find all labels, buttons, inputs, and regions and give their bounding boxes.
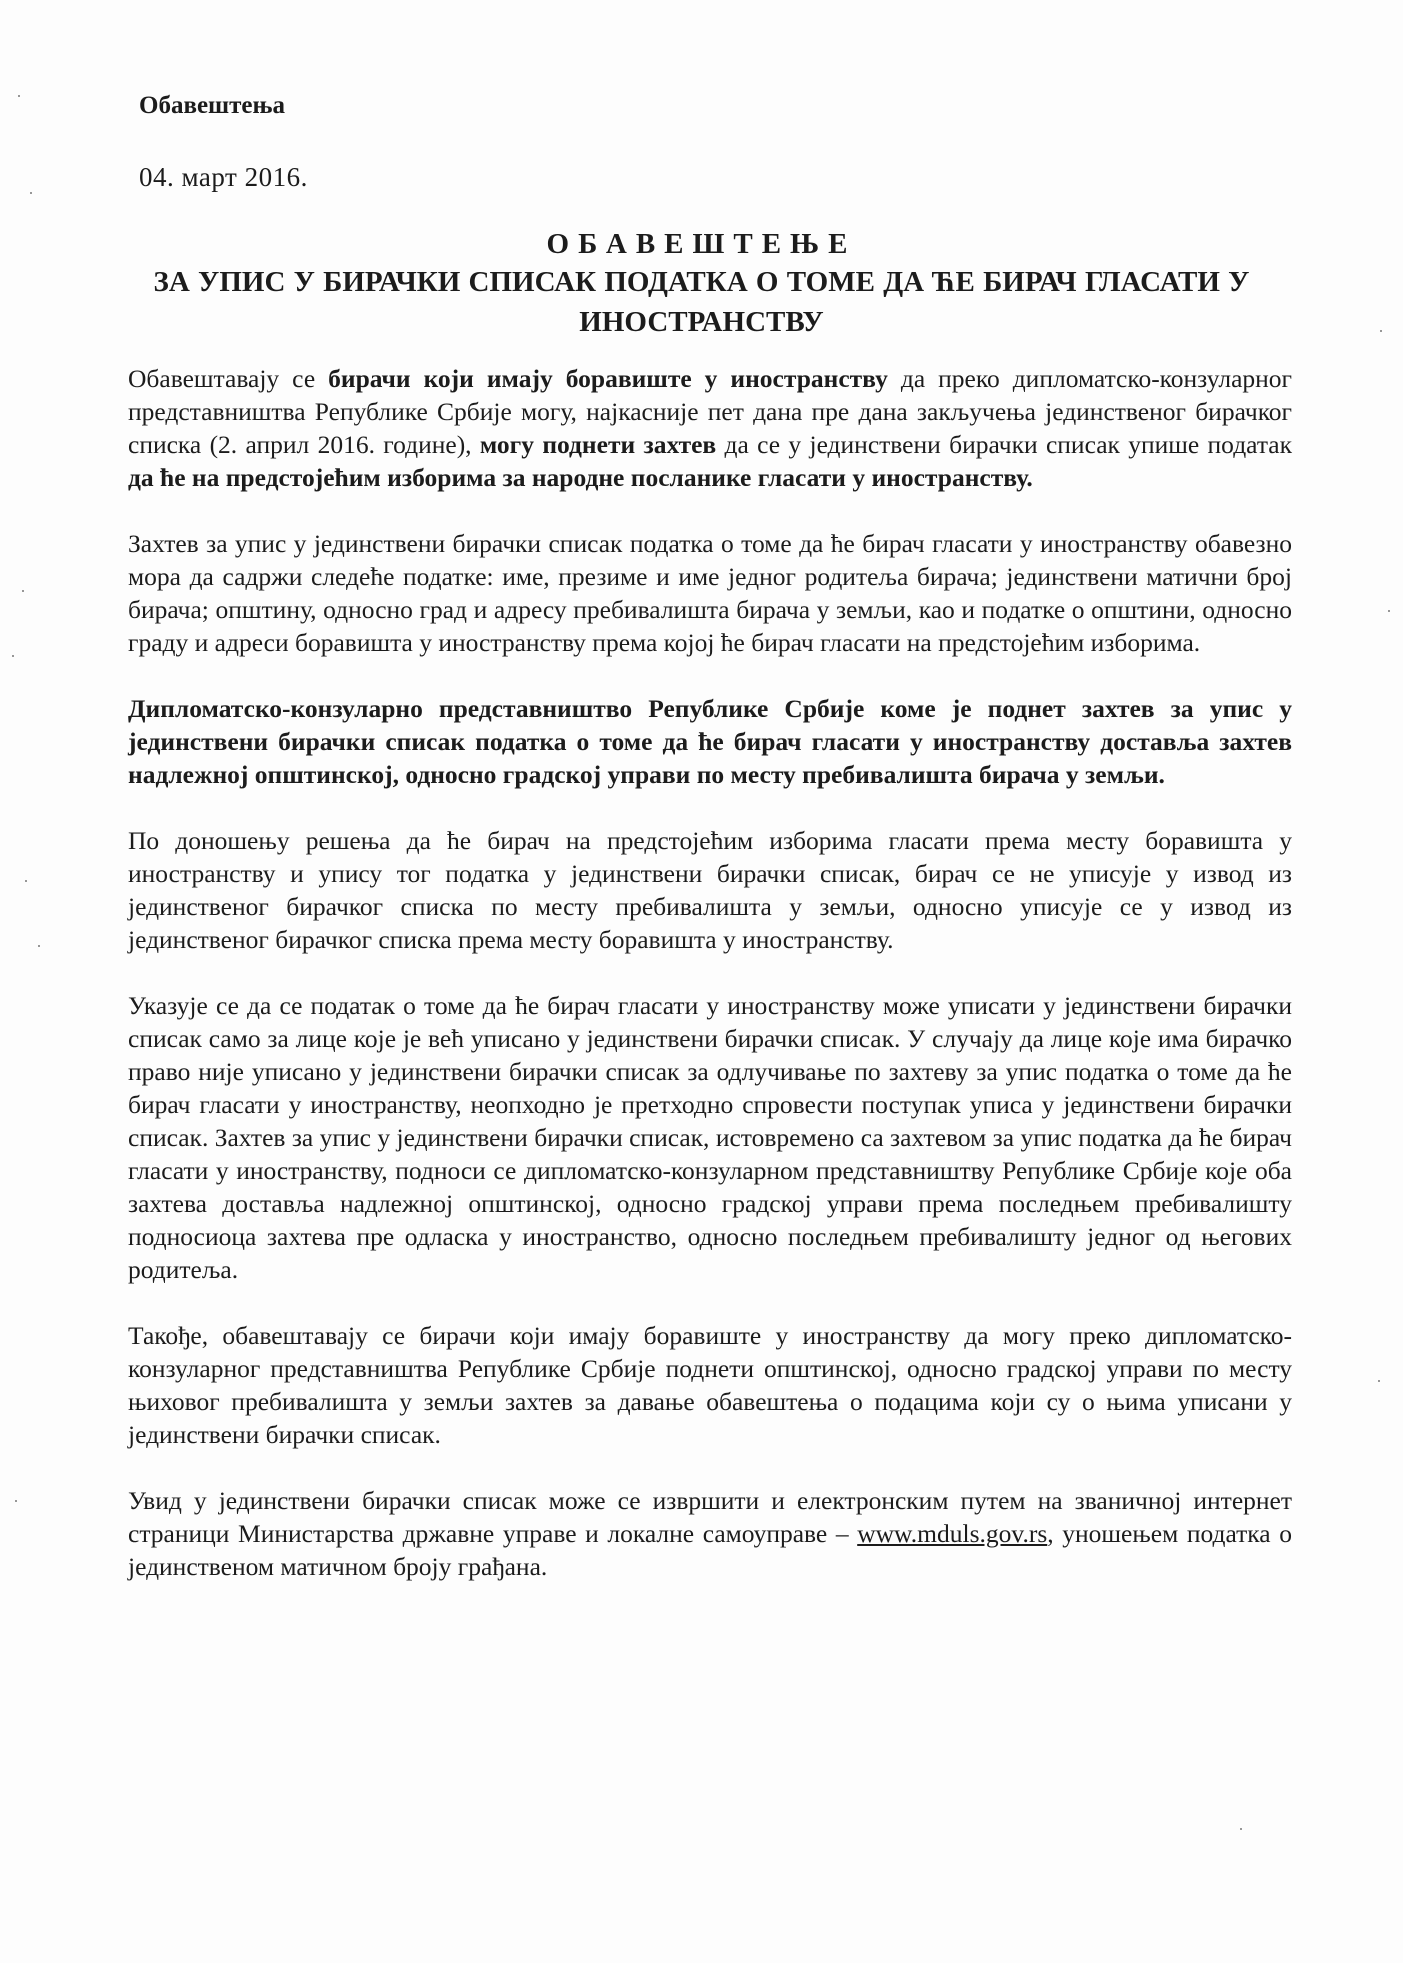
paragraph-5: Указује се да се податак о томе да ће бирач гласати у иностранству може уписати у јединствени бирачки списак само за лице које је већ уписано у јединствени бирачки списак. У случају да лице које има бирачко право није уписано у јединствени бирачки списак за одлучивање по захтеву за упис податка о томе да ће бирач гласати у иностранству, неопходно је претходно спровести поступак уписа у јединствени бирачки списак. Захтев за упис у јединствени бирачки списак, истовремено са захтевом за упис податка да ће бирач гласати у иностранству, подноси се дипломатско-конзуларном представништву Републике Србије које оба захтева доставља надлежној општинској, односно градској управи према последњем пребивалишту подносиоца захтева пре одласка у иностранство, односно последњем пребивалишту једног од његових родитеља. — [128, 991, 1292, 1284]
paragraph-3: Дипломатско-конзуларно представништво Републике Србије коме је поднет захтев за упис у јединствени бирачки списак податка о томе да ће бирач гласати у иностранству доставља захтев надлежној општинској, односно градској управи по месту пребивалишта бирача у земљи. — [128, 694, 1292, 789]
scan-speck — [15, 1500, 17, 1502]
p1-bold-2: могу поднети захтев — [479, 430, 717, 459]
document-title — [100, 226, 1303, 342]
paragraph-7 — [128, 1484, 1292, 1583]
scan-speck — [18, 95, 20, 97]
p7-text-1: Увид у јединствени бирачки списак може се извршити и електронским путем на званичној интернет страници Министарства државне управе и локалне самоуправе – — [128, 1486, 1292, 1548]
title-line-2: ЗА УПИС У БИРАЧКИ СПИСАК ПОДАТКА О ТОМЕ ДА ЋЕ БИРАЧ ГЛАСАТИ У — [153, 266, 1250, 298]
scan-speck — [1240, 1828, 1242, 1830]
paragraph-4: По доношењу решења да ће бирач на предстојећим изборима гласати према месту боравишта у иностранству и упису тог податка у јединствени бирачки списак, бирач се не уписује у извод из јединственог бирачког списка по месту пребивалишта у земљи, односно уписује се у извод из јединственог бирачког списка према месту боравишта у иностранству. — [128, 826, 1292, 954]
scan-speck — [30, 192, 32, 194]
p1-text-1: Обавештавају се — [128, 364, 329, 393]
paragraph-6: Такође, обавештавају се бирачи који имају боравиште у иностранству да могу преко дипломатско-конзуларног представништва Републике Србије поднети општинској, односно градској управи по месту њиховог пребивалишта у земљи захтев за давање обавештења о подацима који су о њима уписани у јединствени бирачки списак. — [128, 1321, 1292, 1449]
scan-speck — [1380, 330, 1382, 332]
scan-speck — [1388, 610, 1390, 612]
title-line-3: ИНОСТРАНСТВУ — [579, 306, 824, 338]
title-line-1: ОБАВЕШТЕЊЕ — [546, 228, 857, 260]
document-body — [128, 362, 1292, 1616]
p7-text-2: , уношењем податка о јединственом матичном броју грађана. — [128, 1519, 1292, 1581]
section-label: Обавештења — [139, 92, 285, 119]
website-link[interactable]: www.mduls.gov.rs — [857, 1519, 1048, 1548]
scan-speck — [25, 880, 27, 882]
paragraph-2: Захтев за упис у јединствени бирачки списак податка о томе да ће бирач гласати у иностранству обавезно мора да садржи следеће податке: име, презиме и име једног родитеља бирача; јединствени матични број бирача; општину, односно град и адресу пребивалишта бирача у земљи, као и податке о општини, односно граду и адреси боравишта у иностранству према којој ће бирач гласати на предстојећим изборима. — [128, 529, 1292, 657]
paragraph-1 — [128, 362, 1292, 494]
document-date: 04. март 2016. — [139, 162, 308, 192]
p1-text-2: да преко дипломатско-конзуларног представништва Републике Србије могу, најкасније пет дана пре дана закључења јединственог бирачког списка (2. април 2016. године), — [128, 364, 1292, 459]
p1-bold-3: да ће на предстојећим изборима за народне посланике гласати у иностранству. — [128, 463, 1033, 492]
scan-speck — [12, 655, 14, 657]
p1-bold-1: бирачи који имају боравиште у иностранству — [328, 364, 888, 393]
scan-speck — [1378, 1380, 1380, 1382]
scan-speck — [22, 590, 24, 592]
scan-speck — [38, 945, 40, 947]
p1-text-3: да се у јединствени бирачки списак упише податак — [716, 430, 1292, 459]
